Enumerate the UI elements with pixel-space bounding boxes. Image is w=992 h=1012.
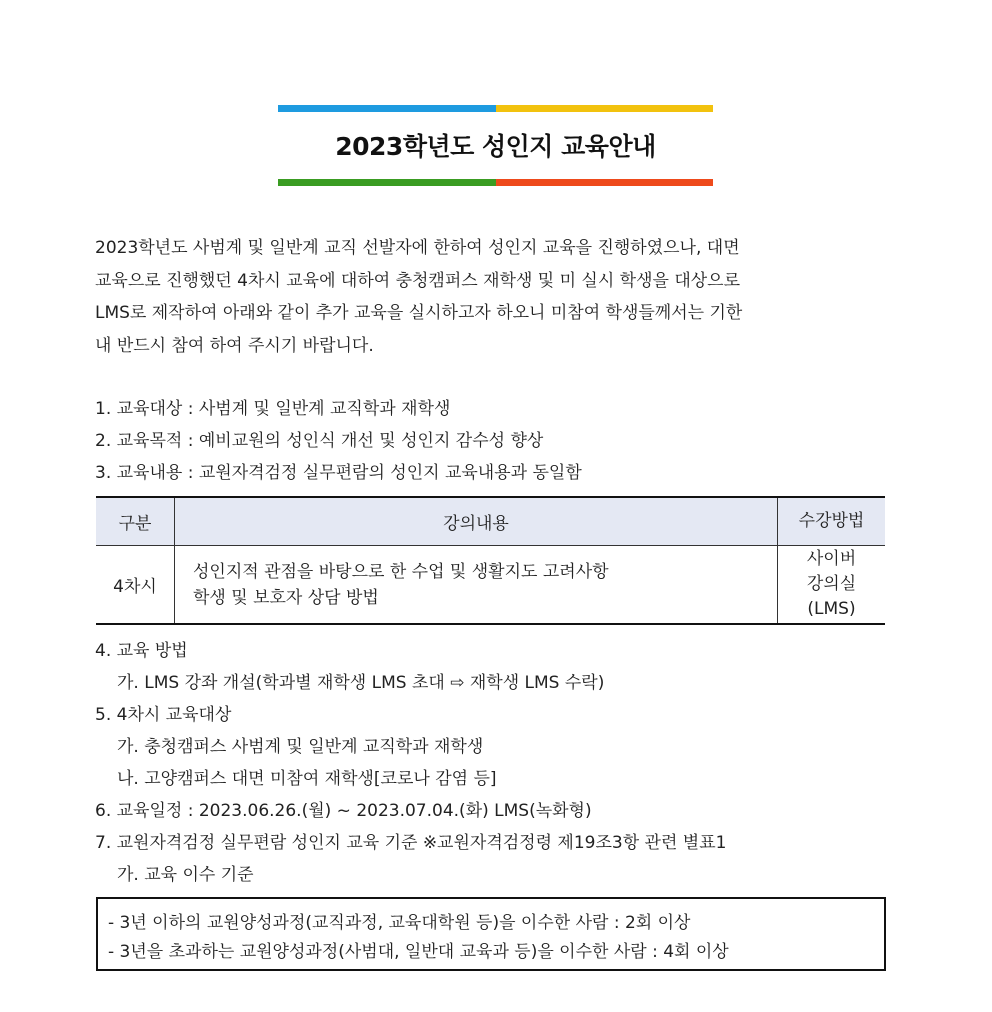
content-line: 성인지적 관점을 바탕으로 한 수업 및 생활지도 고려사항 [193, 561, 609, 582]
list-item: 3. 교육내용 : 교원자격검정 실무편람의 성인지 교육내용과 동일함 [95, 463, 582, 483]
session-cell: 4차시 [96, 546, 175, 625]
bar-segment-blue [278, 105, 496, 112]
criteria-line: - 3년을 초과하는 교원양성과정(사범대, 일반대 교육과 등)을 이수한 사람 : 4회 이상 [108, 942, 729, 962]
method-line: 사이버 [806, 549, 857, 569]
list-item: 7. 교원자격검정 실무편람 성인지 교육 기준 ※교원자격검정령 제19조3항 관련 별표1 [95, 833, 727, 853]
content-line: 학생 및 보호자 상담 방법 [193, 587, 379, 608]
bar-segment-green [278, 179, 496, 186]
intro-line: 2023학년도 사범계 및 일반계 교직 선발자에 한하여 성인지 교육을 진행하였으나, 대면 [95, 238, 740, 258]
page-title: 2023학년도 성인지 교육안내 [335, 132, 656, 161]
intro-line: LMS로 제작하여 아래와 같이 추가 교육을 실시하고자 하오니 미참여 학생들께서는 기한 [95, 303, 743, 323]
method-cell [778, 546, 886, 625]
bar-segment-orange [496, 179, 714, 186]
criteria-line: - 3년 이하의 교원양성과정(교직과정, 교육대학원 등)을 이수한 사람 : 2회 이상 [108, 913, 691, 933]
sub-list-item: 가. LMS 강좌 개설(학과별 재학생 LMS 초대 ⇨ 재학생 LMS 수락) [117, 673, 605, 693]
method-line: (LMS) [807, 599, 856, 619]
bar-segment-yellow [496, 105, 714, 112]
list-item: 4. 교육 방법 [95, 641, 188, 661]
method-line: 강의실 [806, 574, 857, 594]
column-header: 수강방법 [778, 497, 886, 546]
sub-list-item: 가. 교육 이수 기준 [117, 865, 254, 885]
intro-line: 내 반드시 참여 하여 주시기 바랍니다. [95, 335, 374, 356]
column-header: 강의내용 [175, 497, 778, 546]
intro-paragraph [95, 232, 900, 362]
table-header-row [96, 497, 885, 546]
list-item: 6. 교육일정 : 2023.06.26.(월) ~ 2023.07.04.(화) LMS(녹화형) [95, 801, 592, 821]
list-item: 5. 4차시 교육대상 [95, 705, 232, 725]
list-item: 1. 교육대상 : 사범계 및 일반계 교직학과 재학생 [95, 399, 451, 419]
info-list [95, 393, 900, 489]
detail-list [95, 635, 900, 891]
content-cell [175, 546, 778, 625]
title-bottom-bar [278, 179, 713, 186]
criteria-box [96, 897, 886, 971]
sub-list-item: 가. 충청캠퍼스 사범계 및 일반계 교직학과 재학생 [117, 737, 484, 757]
list-item: 2. 교육목적 : 예비교원의 성인식 개선 및 성인지 감수성 향상 [95, 431, 544, 451]
column-header: 구분 [96, 497, 175, 546]
intro-line: 교육으로 진행했던 4차시 교육에 대하여 충청캠퍼스 재학생 및 미 실시 학생을 대상으로 [95, 270, 741, 291]
lecture-table [96, 496, 885, 625]
title-block [278, 105, 713, 187]
table-row [96, 546, 885, 625]
title-top-bar [278, 105, 713, 112]
sub-list-item: 나. 고양캠퍼스 대면 미참여 재학생[코로나 감염 등] [117, 769, 497, 789]
